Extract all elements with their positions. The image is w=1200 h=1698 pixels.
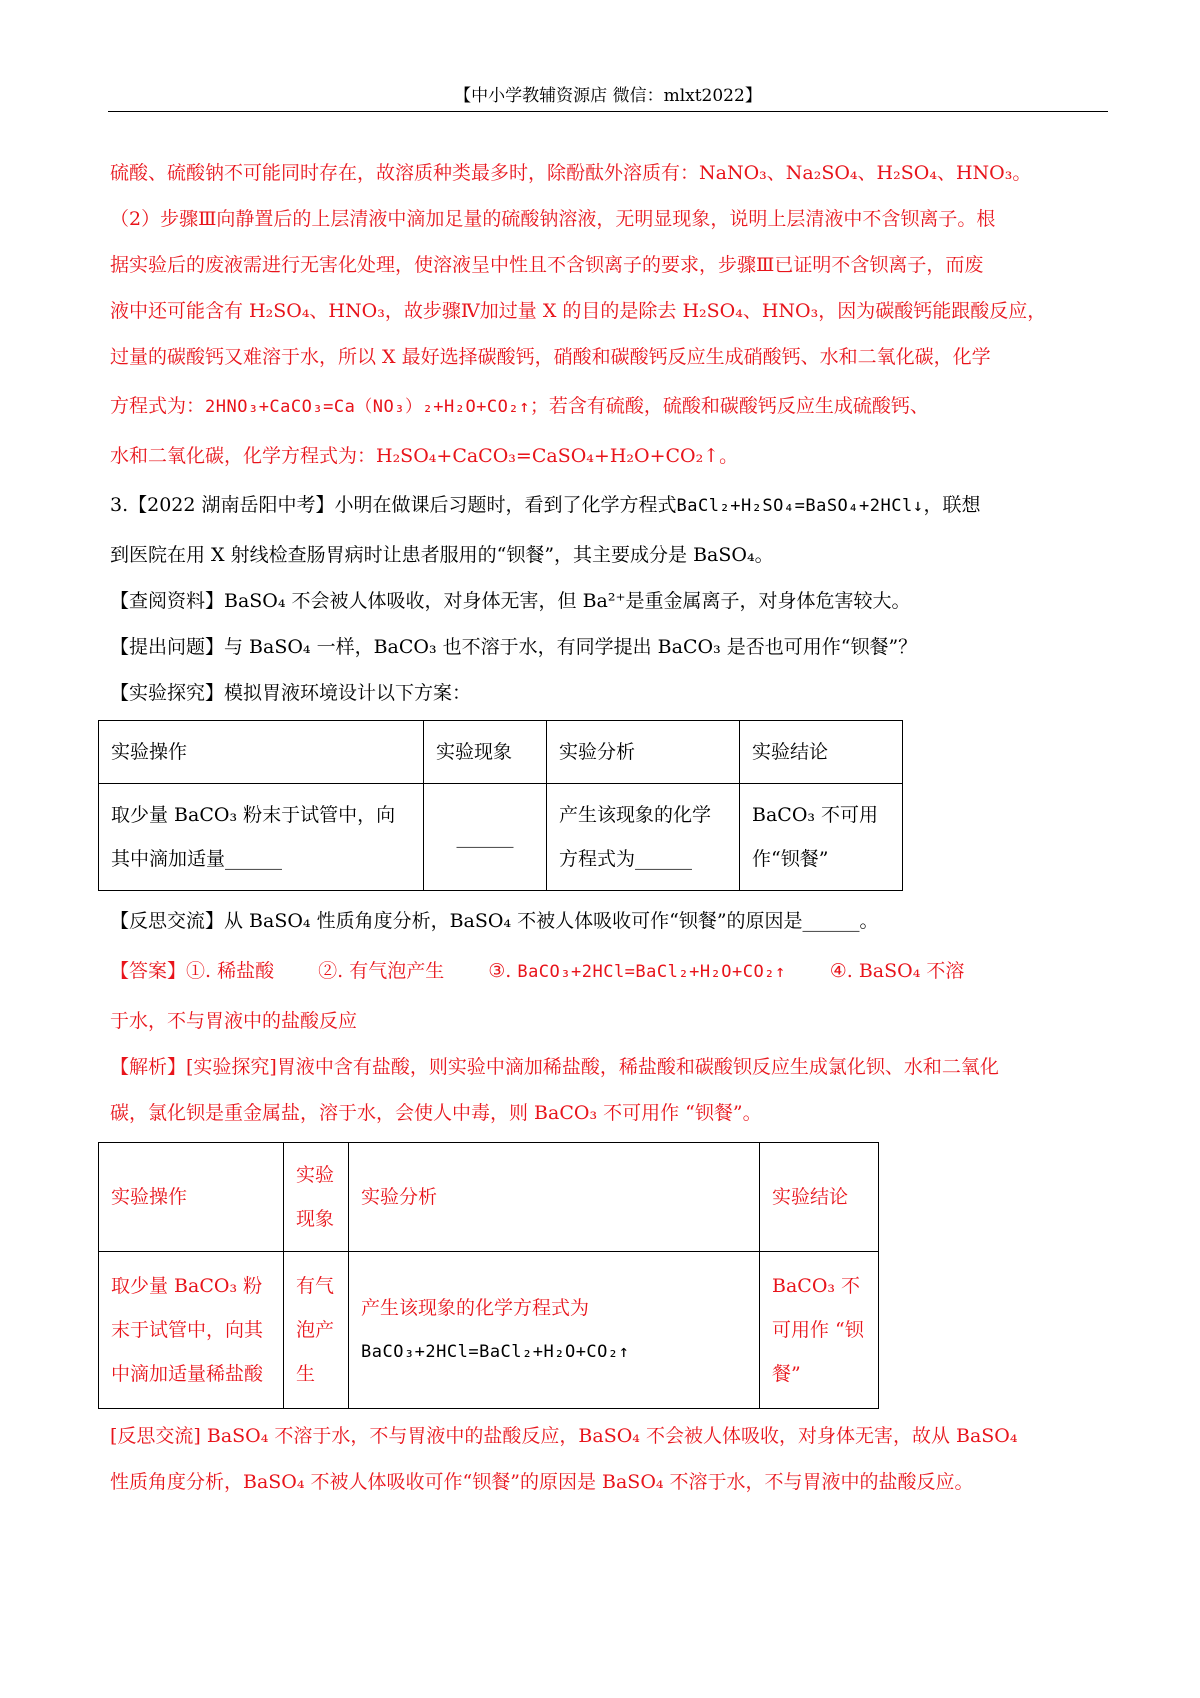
header-analysis: 实验分析: [547, 721, 740, 784]
prev-answer-line-1: 硫酸、硫酸钠不可能同时存在，故溶质种类最多时，除酚酞外溶质有：NaNO₃、Na₂SO₄、H₂SO₄、HNO₃。: [110, 162, 1032, 184]
analysis-table-row: [99, 1252, 879, 1409]
hno3-caco3-equation: 2HNO₃+CaCO₃=Ca（NO₃）₂+H₂O+CO₂↑: [205, 397, 530, 417]
answer-label: 【答案】: [110, 960, 187, 982]
prev-answer-line-6-pre: 方程式为：: [110, 395, 206, 417]
page-content: [110, 150, 1105, 1505]
analysis-line-3: [反思交流] BaSO₄ 不溶于水，不与胃液中的盐酸反应，BaSO₄ 不会被人体吸收，对身体无害，故从 BaSO₄: [110, 1425, 1018, 1447]
table-row: [99, 784, 903, 891]
question-line-1-post: ，联想: [923, 494, 981, 516]
analysis-cell-analysis: [349, 1252, 760, 1409]
prev-answer-line-3: 据实验后的废液需进行无害化处理，使溶液呈中性且不含钡离子的要求，步骤Ⅲ已证明不含钡离子，而废: [110, 254, 984, 276]
answer-block: [110, 945, 1105, 1044]
analysis-line-1: [110, 1044, 1105, 1090]
cell-operation: 取少量 BaCO₃ 粉末于试管中，向其中滴加适量______: [99, 784, 424, 891]
analysis-cell-conclusion: BaCO₃ 不可用作 “钡餐”: [760, 1252, 879, 1409]
analysis-line-4: 性质角度分析，BaSO₄ 不被人体吸收可作“钡餐”的原因是 BaSO₄ 不溶于水，不与胃液中的盐酸反应。: [110, 1471, 974, 1493]
answer-3-label: ③.: [488, 960, 512, 982]
cell-phenomenon: ______: [424, 784, 547, 891]
header-rule: [108, 111, 1108, 112]
analysis-header-phenomenon: 实验现象: [284, 1143, 349, 1252]
answer-2: ②. 有气泡产生: [318, 960, 445, 982]
table-header-row: [99, 721, 903, 784]
analysis-cell-analysis-text: 产生该现象的化学方程式为: [361, 1297, 590, 1319]
header-phenomenon: 实验现象: [424, 721, 547, 784]
question-line-5: 【实验探究】模拟胃液环境设计以下方案：: [110, 682, 472, 704]
analysis-line-2: 碳，氯化钡是重金属盐，溶于水，会使人中毒，则 BaCO₃ 不可用作 “钡餐”。: [110, 1102, 762, 1124]
analysis-table: [98, 1142, 879, 1409]
analysis-block: [110, 1044, 1105, 1505]
prev-answer-line-4: 液中还可能含有 H₂SO₄、HNO₃，故步骤Ⅳ加过量 X 的目的是除去 H₂SO₄、HNO₃，因为碳酸钙能跟酸反应，: [110, 300, 1047, 322]
question-line-2: 到医院在用 X 射线检查肠胃病时让患者服用的“钡餐”，其主要成分是 BaSO₄。: [110, 544, 774, 566]
analysis-header-analysis: 实验分析: [349, 1143, 760, 1252]
prev-answer-block: [110, 150, 1105, 479]
prev-answer-line-5: 过量的碳酸钙又难溶于水，所以 X 最好选择碳酸钙，硝酸和碳酸钙反应生成硝酸钙、水和二氧化碳，化学: [110, 346, 991, 368]
question-block: [110, 479, 1105, 945]
prev-answer-line-2: （2）步骤Ⅲ向静置后的上层清液中滴加足量的硫酸钠溶液，无明显现象，说明上层清液中不含钡离子。根: [110, 208, 996, 230]
header-conclusion: 实验结论: [740, 721, 903, 784]
question-line-3: 【查阅资料】BaSO₄ 不会被人体吸收，对身体无害，但 Ba²⁺是重金属离子，对身体危害较大。: [110, 590, 911, 612]
experiment-table: [98, 720, 903, 891]
question-line-6: 【反思交流】从 BaSO₄ 性质角度分析，BaSO₄ 不被人体吸收可作“钡餐”的原因是______。: [110, 910, 879, 932]
bacl2-h2so4-equation: BaCl₂+H₂SO₄=BaSO₄+2HCl↓: [676, 496, 924, 516]
question-line-1: [110, 479, 1105, 532]
cell-analysis: 产生该现象的化学方程式为______: [547, 784, 740, 891]
answer-line-1: [110, 945, 1105, 998]
analysis-header-conclusion: 实验结论: [760, 1143, 879, 1252]
prev-answer-line-7: 水和二氧化碳，化学方程式为：H₂SO₄+CaCO₃=CaSO₄+H₂O+CO₂↑。: [110, 445, 739, 467]
question-line-1-pre: 3.【2022 湖南岳阳中考】小明在做课后习题时，看到了化学方程式: [110, 494, 677, 516]
prev-answer-line-6: [110, 380, 1105, 433]
answer-line-2: 于水，不与胃液中的盐酸反应: [110, 1010, 358, 1032]
analysis-table-header-row: [99, 1143, 879, 1252]
analysis-cell-operation: 取少量 BaCO₃ 粉末于试管中，向其中滴加适量稀盐酸: [99, 1252, 284, 1409]
page-header: 【中小学教辅资源店 微信：mlxt2022】: [454, 86, 762, 106]
analysis-line-1-text: [实验探究]胃液中含有盐酸，则实验中滴加稀盐酸，稀盐酸和碳酸钡反应生成氯化钡、水和二氧化: [186, 1056, 999, 1078]
prev-answer-line-6-post: ；若含有硫酸，硫酸和碳酸钙反应生成硫酸钙、: [529, 395, 929, 417]
analysis-header-operation: 实验操作: [99, 1143, 284, 1252]
analysis-cell-equation: BaCO₃+2HCl=BaCl₂+H₂O+CO₂↑: [361, 1342, 630, 1362]
header-operation: 实验操作: [99, 721, 424, 784]
answer-3-equation: BaCO₃+2HCl=BaCl₂+H₂O+CO₂↑: [517, 962, 786, 982]
question-line-4: 【提出问题】与 BaSO₄ 一样，BaCO₃ 也不溶于水，有同学提出 BaCO₃ 是否也可用作“钡餐”？: [110, 636, 918, 658]
analysis-cell-phenomenon: 有气泡产生: [284, 1252, 349, 1409]
answer-4: ④. BaSO₄ 不溶: [829, 960, 965, 982]
answer-1: ①. 稀盐酸: [186, 960, 275, 982]
analysis-label: 【解析】: [110, 1056, 187, 1078]
cell-conclusion: BaCO₃ 不可用作“钡餐”: [740, 784, 903, 891]
